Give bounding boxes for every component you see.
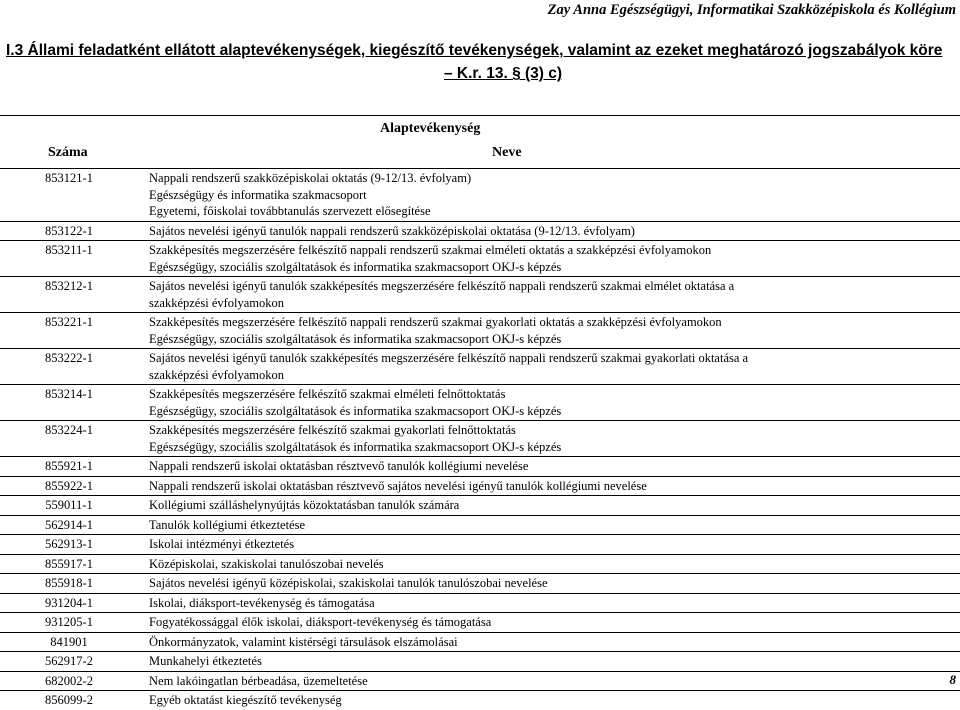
activity-description: [149, 633, 960, 652]
column-group-header: Alaptevékenység: [380, 121, 481, 136]
table-row: [0, 221, 960, 241]
description-line: szakképzési évfolyamokon: [149, 295, 285, 310]
activity-description: [149, 421, 960, 456]
activity-code: 855921-1: [45, 459, 93, 473]
description-line: Nappali rendszerű iskolai oktatásban résztvevő tanulók kollégiumi nevelése: [149, 459, 529, 473]
description-line: Sajátos nevelési igényű tanulók szakképesítés megszerzésére felkészítő nappali rendszerű szakmai elmélet oktatása a: [149, 279, 735, 293]
description-line: Tanulók kollégiumi étkeztetése: [149, 517, 306, 532]
activity-code: 853212-1: [45, 279, 93, 293]
activity-code: 853214-1: [45, 387, 93, 401]
table-row: [0, 476, 960, 496]
activity-code: 855922-1: [45, 478, 93, 493]
activity-code: 855917-1: [45, 556, 93, 571]
activity-description: [149, 652, 960, 671]
description-line: Nappali rendszerű iskolai oktatásban résztvevő sajátos nevelési igényű tanulók kollégiumi nevelése: [149, 478, 647, 493]
table-row: [0, 515, 960, 535]
activity-code: 855918-1: [45, 576, 93, 590]
table-row: [0, 573, 960, 593]
table-row: [0, 384, 960, 420]
description-line: Fogyatékossággal élők iskolai, diáksport-tevékenység és támogatása: [149, 615, 492, 629]
activity-code: 853222-1: [45, 351, 93, 365]
description-line: Egyéb oktatást kiegészítő tevékenység: [149, 693, 342, 707]
description-line: Szakképesítés megszerzésére felkészítő szakmai gyakorlati felnőttoktatás: [149, 423, 516, 437]
description-line: Szakképesítés megszerzésére felkészítő nappali rendszerű szakmai gyakorlati oktatás a szakképzési évfolyamokon: [149, 315, 722, 329]
table-row: [0, 612, 960, 632]
table-row: [0, 348, 960, 384]
activity-code: 562914-1: [45, 517, 93, 532]
description-line: szakképzési évfolyamokon: [149, 367, 285, 382]
table-row: [0, 276, 960, 312]
description-line: Egészségügy, szociális szolgáltatások és informatika szakmacsoport OKJ-s képzés: [149, 331, 562, 346]
page-number: 8: [949, 672, 956, 687]
activity-code: 856099-2: [45, 693, 93, 707]
section-title-reference: – K.r. 13. § (3) c): [444, 65, 563, 82]
activity-code: 853211-1: [45, 243, 93, 257]
description-line: Szakképesítés megszerzésére felkészítő nappali rendszerű szakmai elméleti oktatás a szakképzési évfolyamokon: [149, 243, 712, 257]
table-top-border: [0, 115, 960, 116]
table-row: [0, 593, 960, 613]
activity-description: [149, 555, 960, 574]
description-line: Egészségügy, szociális szolgáltatások és informatika szakmacsoport OKJ-s képzés: [149, 259, 562, 274]
activity-code: 841901: [50, 634, 88, 649]
activity-description: [149, 385, 960, 420]
table-row: [0, 456, 960, 476]
table-row: [0, 651, 960, 671]
activity-code: 853121-1: [45, 171, 93, 185]
table-row: [0, 420, 960, 456]
activity-description: [149, 496, 960, 515]
description-line: Nem lakóingatlan bérbeadása, üzemeltetése: [149, 673, 368, 688]
table-row: [0, 632, 960, 652]
table-row: [0, 169, 960, 221]
table-row: [0, 240, 960, 276]
activity-description: [149, 516, 960, 535]
activity-description: [149, 535, 960, 554]
table-row: [0, 534, 960, 554]
table-row: [0, 312, 960, 348]
description-line: Egészségügy és informatika szakmacsoport: [149, 187, 367, 202]
description-line: Egészségügy, szociális szolgáltatások és informatika szakmacsoport OKJ-s képzés: [149, 439, 562, 454]
activity-description: [149, 277, 960, 312]
description-line: Iskolai, diáksport-tevékenység és támogatása: [149, 595, 375, 610]
description-line: Önkormányzatok, valamint kistérségi társulások elszámolásai: [149, 634, 458, 649]
activity-code: 853224-1: [45, 423, 93, 437]
description-line: Sajátos nevelési igényű tanulók szakképesítés megszerzésére felkészítő nappali rendszerű szakmai gyakorlati oktatása a: [149, 351, 749, 365]
activity-code: 559011-1: [45, 498, 93, 512]
activity-code: 562917-2: [45, 654, 93, 668]
activity-description: [149, 222, 960, 241]
description-line: Sajátos nevelési igényű középiskolai, szakiskolai tanulók tanulószobai nevelése: [149, 576, 548, 590]
activity-description: [149, 574, 960, 593]
table-row: [0, 554, 960, 574]
activity-code: 931205-1: [45, 615, 93, 629]
activity-description: [149, 672, 960, 691]
table-row: [0, 495, 960, 515]
description-line: Munkahelyi étkeztetés: [149, 654, 262, 668]
activity-description: [149, 477, 960, 496]
activity-description: [149, 457, 960, 476]
activity-code: 853122-1: [45, 223, 93, 238]
school-header: Zay Anna Egészségügyi, Informatikai Szakközépiskola és Kollégium: [547, 2, 956, 18]
activity-code: 682002-2: [45, 673, 93, 688]
activity-description: [149, 594, 960, 613]
activity-code: 853221-1: [45, 315, 93, 329]
description-line: Egészségügy, szociális szolgáltatások és informatika szakmacsoport OKJ-s képzés: [149, 403, 562, 418]
activity-code: 931204-1: [45, 595, 93, 610]
table-row: [0, 671, 960, 691]
activity-description: [149, 169, 960, 221]
description-line: Szakképesítés megszerzésére felkészítő szakmai elméleti felnőttoktatás: [149, 387, 506, 401]
description-line: Nappali rendszerű szakközépiskolai oktatás (9-12/13. évfolyam): [149, 171, 472, 185]
activity-description: [149, 349, 960, 384]
activity-description: [149, 241, 960, 276]
description-line: Sajátos nevelési igényű tanulók nappali rendszerű szakközépiskolai oktatása (9-12/13. évfolyam): [149, 223, 635, 238]
table-row: [0, 690, 960, 710]
description-line: Iskolai intézményi étkeztetés: [149, 537, 295, 551]
section-title: I.3 Állami feladatként ellátott alaptevékenységek, kiegészítő tevékenységek, valamint az ezeket meghatározó jogszabályok köre: [6, 42, 943, 59]
activity-description: [149, 313, 960, 348]
description-line: Kollégiumi szálláshelynyújtás közoktatásban tanulók számára: [149, 498, 460, 512]
description-line: Egyetemi, főiskolai továbbtanulás szervezett elősegítése: [149, 204, 431, 218]
activity-table: [0, 169, 960, 710]
column-header-number: Száma: [48, 145, 88, 160]
description-line: Középiskolai, szakiskolai tanulószobai nevelés: [149, 556, 384, 571]
activity-code: 562913-1: [45, 537, 93, 551]
column-header-name: Neve: [492, 145, 522, 160]
activity-description: [149, 613, 960, 632]
